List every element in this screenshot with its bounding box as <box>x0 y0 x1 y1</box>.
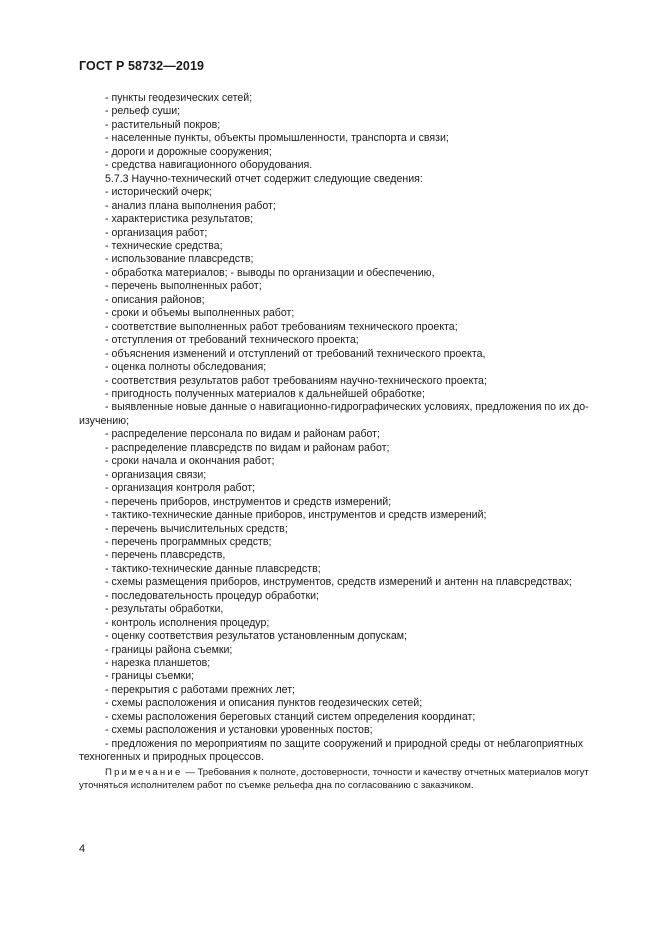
continuation-line: техногенных и природных процессов. <box>79 751 264 764</box>
list-item: - схемы размещения приборов, инструментов, средств измерений и антенн на плавсредствах; <box>105 576 572 589</box>
document-body <box>79 92 587 765</box>
list-item: - перечень программных средств; <box>105 535 272 548</box>
list-item: - растительный покров; <box>105 118 221 131</box>
list-item: - дороги и дорожные сооружения; <box>105 145 272 158</box>
paragraph-line: 5.7.3 Научно-технический отчет содержит следующие сведения: <box>105 172 423 185</box>
list-item: - соответствие выполненных работ требованиям технического проекта; <box>105 320 458 333</box>
list-item: - организация связи; <box>105 468 207 481</box>
list-item: - нарезка планшетов; <box>105 657 211 670</box>
list-item: - организация работ; <box>105 226 208 239</box>
list-item: - пригодность полученных материалов к дальнейшей обработке; <box>105 387 425 400</box>
list-item: - характеристика результатов; <box>105 213 254 226</box>
list-item: - исторический очерк; <box>105 186 212 199</box>
list-item: - перекрытия с работами прежних лет; <box>105 683 296 696</box>
list-item: - границы района съемки; <box>105 643 233 656</box>
list-item: - отступления от требований технического проекта; <box>105 334 359 347</box>
note-text-1: — Требования к полноте, достоверности, точности и качеству отчетных материалов могут <box>182 767 589 778</box>
list-item: - соответствия результатов работ требованиям научно-технического проекта; <box>105 374 487 387</box>
list-item: - схемы расположения береговых станций систем определения координат; <box>105 710 476 723</box>
list-item: - объяснения изменений и отступлений от требований технического проекта, <box>105 347 486 360</box>
list-item: - оценка полноты обследования; <box>105 361 267 374</box>
list-item: - перечень плавсредств, <box>105 549 226 562</box>
list-item: - сроки и объемы выполненных работ; <box>105 307 295 320</box>
list-item: - сроки начала и окончания работ; <box>105 455 275 468</box>
list-item: - последовательность процедур обработки; <box>105 589 319 602</box>
note-label: Примечание <box>105 767 183 778</box>
list-item: - предложения по мероприятиям по защите сооружений и природной среды от неблагоприятных <box>105 737 583 750</box>
list-item: - рельеф суши; <box>105 105 181 118</box>
list-item: - тактико-технические данные приборов, инструментов и средств измерений; <box>105 509 487 522</box>
list-item: - оценку соответствия результатов установленным допускам; <box>105 630 407 643</box>
list-item: - схемы расположения и установки уровенных постов; <box>105 724 373 737</box>
list-item: - контроль исполнения процедур; <box>105 616 270 629</box>
list-item: - границы съемки; <box>105 670 195 683</box>
list-item: - средства навигационного оборудования. <box>105 159 313 172</box>
list-item: - анализ плана выполнения работ; <box>105 199 276 212</box>
note-block <box>79 766 587 792</box>
list-item: - распределение персонала по видам и районам работ; <box>105 428 380 441</box>
list-item: - обработка материалов; - выводы по организации и обеспечению, <box>105 266 435 279</box>
list-item: - результаты обработки, <box>105 603 224 616</box>
document-header: ГОСТ Р 58732—2019 <box>79 59 205 73</box>
list-item: - перечень выполненных работ; <box>105 280 262 293</box>
list-item: - использование плавсредств; <box>105 253 254 266</box>
list-item: - организация контроля работ; <box>105 482 256 495</box>
list-item: - выявленные новые данные о навигационно-гидрографических условиях, предложения по их до- <box>105 401 589 414</box>
list-item: - схемы расположения и описания пунктов геодезических сетей; <box>105 697 423 710</box>
list-item: - описания районов; <box>105 293 205 306</box>
list-item: - перечень приборов, инструментов и средств измерений; <box>105 495 392 508</box>
continuation-line: изучению; <box>79 414 130 427</box>
page-number: 4 <box>79 843 86 855</box>
list-item: - тактико-технические данные плавсредств; <box>105 562 321 575</box>
list-item: - населенные пункты, объекты промышленности, транспорта и связи; <box>105 132 449 145</box>
note-text-2: уточняться исполнителем работ по съемке рельефа дна по согласованию с заказчиком. <box>79 780 474 791</box>
note-first-line <box>79 766 587 779</box>
list-item: - пункты геодезических сетей; <box>105 92 253 104</box>
list-item: - распределение плавсредств по видам и районам работ; <box>105 441 390 454</box>
list-item: - перечень вычислительных средств; <box>105 522 288 535</box>
list-item: - технические средства; <box>105 239 223 252</box>
